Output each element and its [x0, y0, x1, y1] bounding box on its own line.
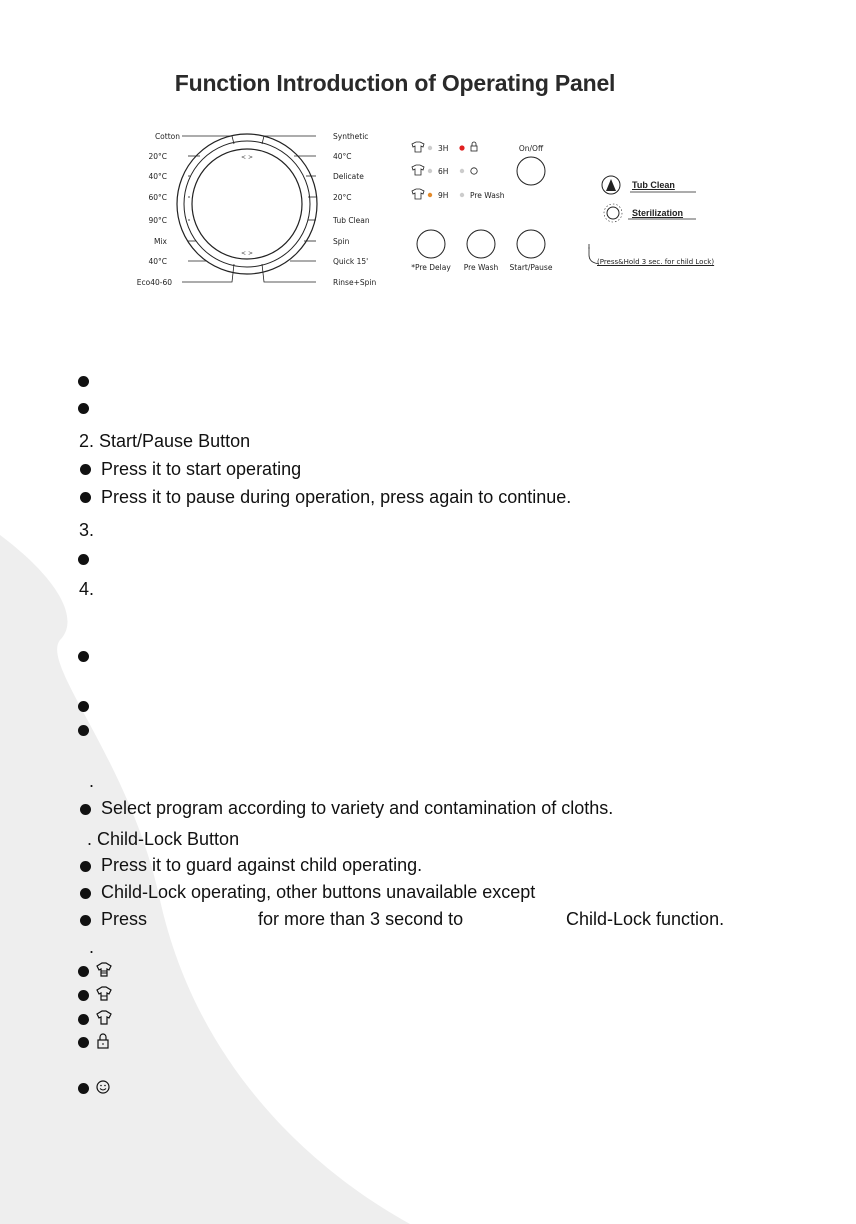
section-6-item-2: Child-Lock operating, other buttons unavailable except [101, 882, 536, 902]
program-synthetic-40: 40°C [333, 152, 352, 161]
bullet [80, 492, 91, 503]
program-cotton-40: 40°C [148, 172, 167, 181]
bullet [78, 651, 89, 662]
section-2-item-2: Press it to pause during operation, press again to continue. [101, 487, 572, 507]
program-cotton-60: 60°C [148, 193, 167, 202]
program-cotton-90: 90°C [148, 216, 167, 225]
bullet [78, 966, 89, 977]
shirt-3h-icon [95, 962, 113, 978]
program-mix-40: 40°C [148, 257, 167, 266]
section-6-item-3-press: Press [101, 909, 148, 929]
program-eco: Eco40-60 [136, 278, 172, 287]
program-synthetic: Synthetic [333, 132, 369, 141]
prewash-label: Pre Wash [463, 263, 499, 272]
bullet [78, 725, 89, 736]
startpause-label: Start/Pause [509, 263, 553, 272]
section-3-number: 3. [79, 520, 95, 540]
led-3h: 3H [438, 144, 449, 153]
lock-icon [96, 1033, 110, 1049]
program-cotton: Cotton [154, 132, 180, 141]
section-2-item-1: Press it to start operating [101, 459, 302, 479]
section-2-heading: 2. Start/Pause Button [79, 431, 251, 451]
bullet [80, 464, 91, 475]
bullet [78, 1014, 89, 1025]
led-9h: 9H [438, 191, 449, 200]
press-hold-label: (Press&Hold 3 sec. for child Lock) [597, 258, 715, 266]
program-tub-clean: Tub Clean [333, 216, 370, 225]
svg-text:< >: < > [241, 154, 253, 161]
program-spin: Spin [333, 237, 350, 246]
section-5-number: . [89, 771, 95, 791]
bullet [80, 861, 91, 872]
program-delicate-20: 20°C [333, 193, 352, 202]
bullet [78, 701, 89, 712]
bullet [78, 554, 89, 565]
bullet [78, 1083, 89, 1094]
program-rinse-spin: Rinse+Spin [333, 278, 377, 287]
section-6-item-3-end: Child-Lock function. [566, 909, 725, 929]
program-cotton-20: 20°C [148, 152, 167, 161]
tub-clean-label: Tub Clean [632, 180, 675, 190]
page-title: Function Introduction of Operating Panel [174, 70, 616, 96]
shirt-9h-icon [95, 1010, 113, 1026]
section-6-item-3-middle: for more than 3 second to [258, 909, 464, 929]
bullet [78, 403, 89, 414]
predelay-label: *Pre Delay [411, 263, 451, 272]
bullet [80, 915, 91, 926]
section-5-item-1: Select program according to variety and contamination of cloths. [101, 798, 614, 818]
onoff-label: On/Off [518, 144, 544, 153]
section-6-item-1: Press it to guard against child operating. [101, 855, 423, 875]
program-delicate: Delicate [333, 172, 364, 181]
bullet [78, 990, 89, 1001]
bullet [78, 376, 89, 387]
svg-text:< >: < > [241, 250, 253, 257]
sterilization-label: Sterilization [632, 208, 684, 218]
bullet [80, 888, 91, 899]
section-7-number: . [89, 937, 95, 957]
led-6h: 6H [438, 167, 449, 176]
bullet [80, 804, 91, 815]
section-6-heading: . Child-Lock Button [87, 829, 240, 849]
led-prewash: Pre Wash [470, 191, 505, 200]
shirt-6h-icon [95, 986, 113, 1002]
section-4-number: 4. [79, 579, 95, 599]
program-quick: Quick 15' [333, 257, 369, 266]
bullet [78, 1037, 89, 1048]
smile-icon [95, 1079, 111, 1095]
program-mix: Mix [154, 237, 167, 246]
